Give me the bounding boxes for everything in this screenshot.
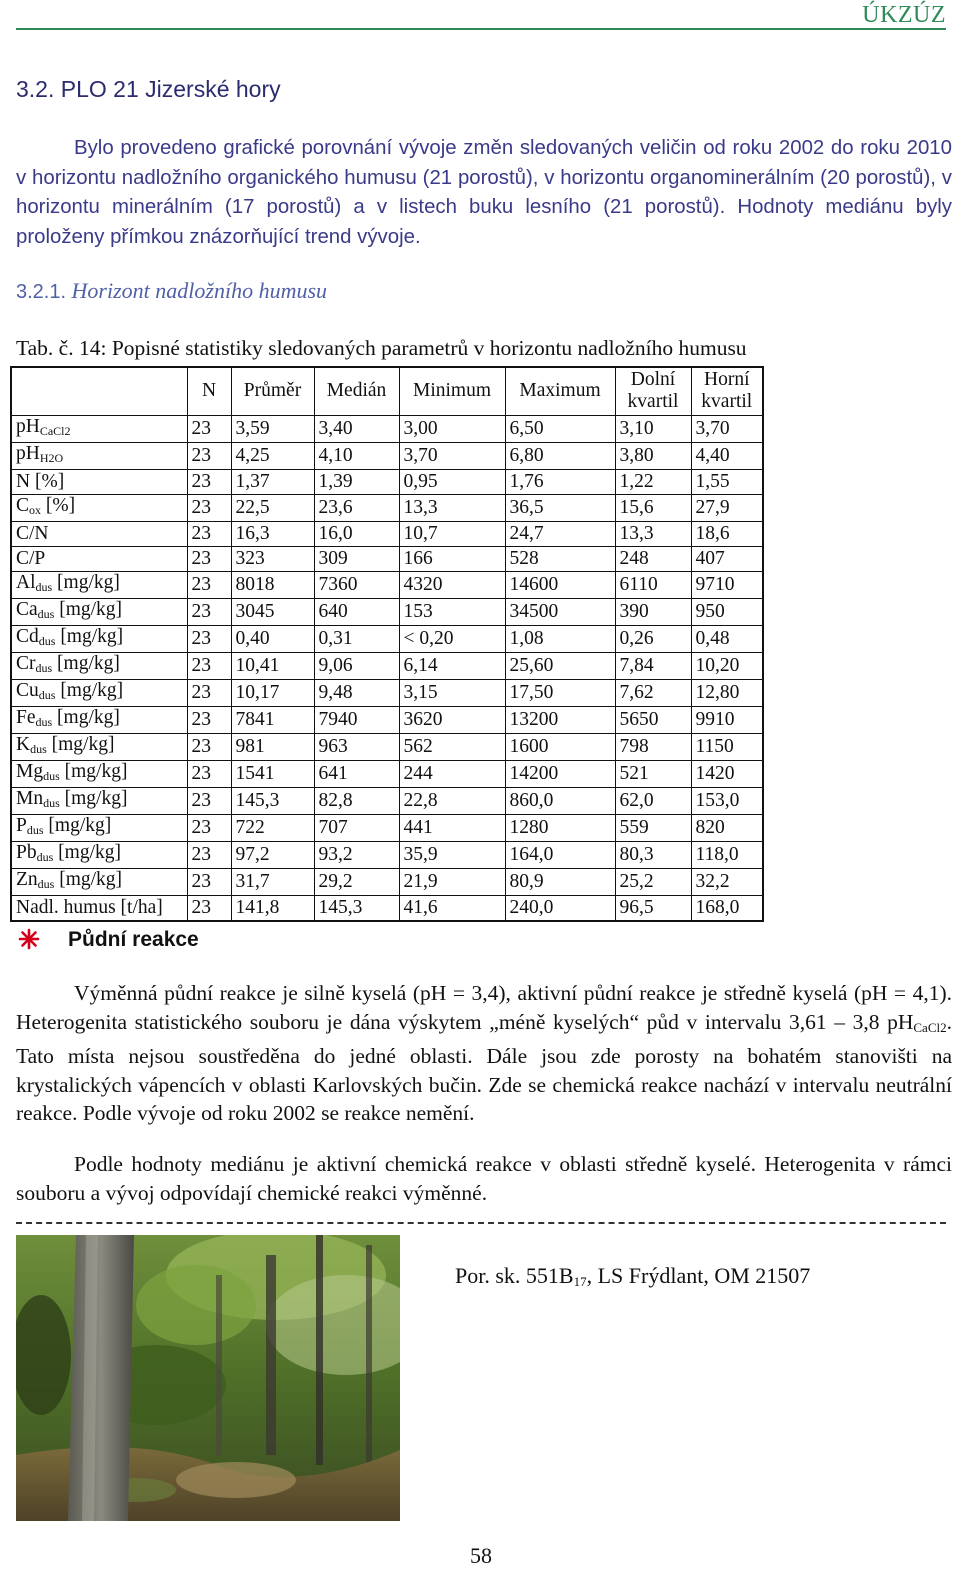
table-cell: 23 (187, 734, 231, 761)
table-header-row (11, 367, 763, 415)
table-cell: 10,20 (691, 653, 763, 680)
row-label (11, 572, 187, 599)
forest-photo (16, 1235, 400, 1521)
table-cell: 3,10 (615, 415, 691, 442)
column-header: Medián (314, 367, 399, 415)
table-cell: 23 (187, 842, 231, 869)
table-row (11, 626, 763, 653)
table-cell: 34500 (505, 599, 615, 626)
table-cell: 0,31 (314, 626, 399, 653)
table-cell: 23 (187, 546, 231, 571)
table-cell: 3,70 (399, 442, 505, 469)
table-cell: 141,8 (231, 896, 314, 921)
table-cell: 1,08 (505, 626, 615, 653)
table-cell: 1,22 (615, 469, 691, 494)
table-row (11, 442, 763, 469)
row-label-subscript: dus (37, 607, 55, 622)
table-cell: 164,0 (505, 842, 615, 869)
table-cell: 6,14 (399, 653, 505, 680)
table-cell: 240,0 (505, 896, 615, 921)
table-cell: 21,9 (399, 869, 505, 896)
table-cell: 390 (615, 599, 691, 626)
table-cell: 309 (314, 546, 399, 571)
table-cell: 80,3 (615, 842, 691, 869)
row-label-text: Cr (16, 653, 36, 675)
table-cell: 4,25 (231, 442, 314, 469)
table-row (11, 415, 763, 442)
table-cell: 23,6 (314, 494, 399, 521)
row-label-unit: [mg/kg] (59, 761, 128, 783)
table-cell: 23 (187, 896, 231, 921)
header-rule (16, 28, 946, 30)
table-row (11, 469, 763, 494)
table-cell: 23 (187, 707, 231, 734)
row-label-text: K (16, 734, 31, 756)
table-body (11, 415, 763, 921)
row-label-unit: [mg/kg] (53, 842, 121, 864)
table-cell: 23 (187, 653, 231, 680)
row-label-text: pH (16, 442, 40, 464)
row-label-text: C (16, 494, 30, 516)
row-label-subscript: H2O (39, 450, 64, 465)
table-cell: 14200 (505, 761, 615, 788)
table-cell: 1420 (691, 761, 763, 788)
table-cell: 12,80 (691, 680, 763, 707)
table-cell: 7360 (314, 572, 399, 599)
table-cell: 23 (187, 599, 231, 626)
table-cell: 168,0 (691, 896, 763, 921)
table-cell: 7841 (231, 707, 314, 734)
table-cell: 323 (231, 546, 314, 571)
table-row (11, 761, 763, 788)
table-cell: 24,7 (505, 521, 615, 546)
table-cell: 18,6 (691, 521, 763, 546)
table-cell: 9710 (691, 572, 763, 599)
table-cell: 7,62 (615, 680, 691, 707)
row-label-unit: [mg/kg] (52, 707, 120, 729)
row-label-text: C/P (16, 547, 46, 569)
table-cell: 23 (187, 815, 231, 842)
row-label (11, 842, 187, 869)
row-label-subscript: dus (36, 850, 54, 865)
table-cell: 118,0 (691, 842, 763, 869)
table-cell: 4,40 (691, 442, 763, 469)
table-row (11, 896, 763, 921)
table-cell: 248 (615, 546, 691, 571)
table-row (11, 680, 763, 707)
table-cell: 145,3 (314, 896, 399, 921)
table-cell: 562 (399, 734, 505, 761)
row-label-text: Zn (16, 869, 38, 891)
row-label (11, 442, 187, 469)
table-cell: 0,40 (231, 626, 314, 653)
table-cell: 1,55 (691, 469, 763, 494)
table-cell: 16,3 (231, 521, 314, 546)
table-cell: 35,9 (399, 842, 505, 869)
table-cell: 528 (505, 546, 615, 571)
row-label (11, 788, 187, 815)
table-cell: 0,95 (399, 469, 505, 494)
column-header: Průměr (231, 367, 314, 415)
row-label-text: Al (16, 572, 36, 594)
row-label-text: Pb (16, 842, 37, 864)
table-cell: 707 (314, 815, 399, 842)
row-label-subscript: dus (38, 634, 56, 649)
row-label (11, 494, 187, 521)
table-cell: 3,00 (399, 415, 505, 442)
table-cell: 4,10 (314, 442, 399, 469)
table-cell: 0,26 (615, 626, 691, 653)
subsection-title (16, 278, 327, 304)
header-logo: ÚKZÚZ (862, 2, 946, 28)
row-label-subscript: dus (26, 823, 44, 838)
table-cell: 13200 (505, 707, 615, 734)
table-cell: 981 (231, 734, 314, 761)
table-cell: 641 (314, 761, 399, 788)
row-label-text: Cd (16, 626, 39, 648)
row-label-unit: [mg/kg] (43, 815, 112, 837)
table-row (11, 653, 763, 680)
statistics-table (10, 366, 764, 922)
table-cell: 441 (399, 815, 505, 842)
table-cell: 22,5 (231, 494, 314, 521)
table-cell: 15,6 (615, 494, 691, 521)
table-cell: 820 (691, 815, 763, 842)
row-label-text: P (16, 815, 27, 837)
table-cell: 3,59 (231, 415, 314, 442)
table-row (11, 572, 763, 599)
row-label-text: Mg (16, 761, 44, 783)
table-row (11, 494, 763, 521)
table-cell: 722 (231, 815, 314, 842)
row-label (11, 521, 187, 546)
table-row (11, 842, 763, 869)
row-label (11, 734, 187, 761)
table-cell: 13,3 (399, 494, 505, 521)
table-cell: 22,8 (399, 788, 505, 815)
table-cell: 153 (399, 599, 505, 626)
row-label-unit: [mg/kg] (52, 653, 120, 675)
table-cell: 32,2 (691, 869, 763, 896)
row-label-text: C/N (16, 522, 49, 544)
table-row (11, 546, 763, 571)
row-label-unit: [mg/kg] (54, 869, 123, 891)
photo-caption (455, 1263, 810, 1290)
row-label-text: Nadl. humus [t/ha] (16, 896, 163, 918)
row-label-text: Mn (16, 788, 44, 810)
table-cell: 23 (187, 469, 231, 494)
table-cell: 0,48 (691, 626, 763, 653)
table-cell: 3,80 (615, 442, 691, 469)
table-cell: 3,70 (691, 415, 763, 442)
row-label-subscript: dus (37, 877, 55, 892)
row-label (11, 896, 187, 921)
row-label (11, 815, 187, 842)
table-cell: 41,6 (399, 896, 505, 921)
table-cell: 521 (615, 761, 691, 788)
table-row (11, 599, 763, 626)
table-cell: 27,9 (691, 494, 763, 521)
table-cell: 7,84 (615, 653, 691, 680)
table-cell: 17,50 (505, 680, 615, 707)
row-label (11, 599, 187, 626)
row-label-unit: [mg/kg] (55, 680, 124, 702)
row-label-subscript: dus (38, 688, 56, 703)
table-cell: 23 (187, 521, 231, 546)
table-cell: 14600 (505, 572, 615, 599)
table-caption: Tab. č. 14: Popisné statistiky sledovaných parametrů v horizontu nadložního humusu (16, 336, 747, 360)
table-cell: 23 (187, 415, 231, 442)
row-label (11, 869, 187, 896)
table-cell: 9910 (691, 707, 763, 734)
row-label-subscript: dus (35, 715, 53, 730)
table-cell: 6,50 (505, 415, 615, 442)
subsection-number: 3.2.1. (16, 281, 67, 303)
intro-paragraph: Bylo provedeno grafické porovnání vývoje změn sledovaných veličin od roku 2002 do roku 2010 v horizontu nadložního organického humusu (21 porostů), v horizontu organominerálním (20 porostů), v horizontu minerálním (17 porostů) a v listech buku lesního (21 porostů). Hodnoty mediánu byly proloženy přímkou znázorňující trend vývoje. (16, 137, 952, 248)
table-cell: 860,0 (505, 788, 615, 815)
table-cell: 23 (187, 761, 231, 788)
row-label-subscript: dus (43, 796, 60, 811)
reaction-paragraph-2: Podle hodnoty mediánu je aktivní chemická reakce v oblasti středně kyselé. Heterogenita v rámci souboru a vývoj odpovídají chemické reakci výměnné. (16, 1152, 952, 1205)
column-header: Horní kvartil (691, 367, 763, 415)
row-label-text: Cu (16, 680, 39, 702)
table-cell: 23 (187, 494, 231, 521)
column-header: Dolní kvartil (615, 367, 691, 415)
row-label (11, 653, 187, 680)
section-title: 3.2. PLO 21 Jizerské hory (16, 76, 281, 102)
table-cell: 3620 (399, 707, 505, 734)
column-header: N (187, 367, 231, 415)
table-cell: 13,3 (615, 521, 691, 546)
table-cell: 25,2 (615, 869, 691, 896)
table-cell: 640 (314, 599, 399, 626)
column-header (11, 367, 187, 415)
row-label (11, 626, 187, 653)
table-cell: 23 (187, 442, 231, 469)
table-cell: 963 (314, 734, 399, 761)
reaction-text-a: Výměnná půdní reakce je silně kyselá (pH = 3,4), aktivní půdní reakce je středně kyselá (pH = 4,1). Heterogenita statistického souboru je dána výskytem „méně kyselých“ půd v intervalu 3,61 – 3,8 pH (16, 981, 952, 1034)
table-cell: 1,39 (314, 469, 399, 494)
table-cell: 23 (187, 680, 231, 707)
table-cell: 10,41 (231, 653, 314, 680)
table-cell: 1,76 (505, 469, 615, 494)
table-cell: 4320 (399, 572, 505, 599)
row-label (11, 707, 187, 734)
table-cell: 82,8 (314, 788, 399, 815)
table-row (11, 707, 763, 734)
row-label (11, 680, 187, 707)
table-cell: 23 (187, 626, 231, 653)
table-cell: < 0,20 (399, 626, 505, 653)
row-label-subscript: ox (29, 502, 42, 517)
table-cell: 1541 (231, 761, 314, 788)
table-cell: 23 (187, 869, 231, 896)
table-cell: 10,17 (231, 680, 314, 707)
table-row (11, 815, 763, 842)
row-label-subscript: dus (35, 580, 53, 595)
row-label-subscript: dus (35, 661, 53, 676)
table-cell: 3,40 (314, 415, 399, 442)
row-label-unit: [mg/kg] (54, 599, 123, 621)
table-cell: 6,80 (505, 442, 615, 469)
table-cell: 8018 (231, 572, 314, 599)
table-cell: 96,5 (615, 896, 691, 921)
table-cell: 97,2 (231, 842, 314, 869)
photo-caption-sub: 17 (573, 1274, 587, 1289)
row-label-subscript: CaCl2 (39, 423, 71, 438)
table-cell: 23 (187, 788, 231, 815)
column-header: Minimum (399, 367, 505, 415)
table-cell: 9,48 (314, 680, 399, 707)
table-cell: 7940 (314, 707, 399, 734)
table-cell: 9,06 (314, 653, 399, 680)
row-label-text: N [%] (16, 470, 65, 492)
table-cell: 10,7 (399, 521, 505, 546)
row-label-unit: [mg/kg] (52, 572, 120, 594)
table-cell: 62,0 (615, 788, 691, 815)
table-cell: 153,0 (691, 788, 763, 815)
table-cell: 16,0 (314, 521, 399, 546)
table-cell: 1150 (691, 734, 763, 761)
table-cell: 93,2 (314, 842, 399, 869)
table-cell: 407 (691, 546, 763, 571)
table-row (11, 788, 763, 815)
photo-caption-suffix: , LS Frýdlant, OM 21507 (586, 1263, 811, 1288)
reaction-text-sub: CaCl2 (913, 1019, 947, 1035)
row-label (11, 546, 187, 571)
reaction-text-b: . Tato místa nejsou soustředěna do jedné oblasti. Dále jsou zde porosty na bohatém stanovišti na krystalických vápencích v oblasti Karlovských bučin. Zde se chemická reakce nachází v intervalu neutrální reakce. Podle vývoje od roku 2002 se reakce nemění. (16, 1009, 952, 1126)
table-cell: 80,9 (505, 869, 615, 896)
row-label-subscript: dus (30, 742, 47, 757)
table-cell: 31,7 (231, 869, 314, 896)
table-cell: 166 (399, 546, 505, 571)
row-label-unit: [mg/kg] (59, 788, 128, 810)
table-cell: 29,2 (314, 869, 399, 896)
page-number: 58 (470, 1543, 492, 1568)
row-label (11, 761, 187, 788)
reaction-title: Půdní reakce (68, 928, 199, 951)
table-cell: 1,37 (231, 469, 314, 494)
table-cell: 1280 (505, 815, 615, 842)
row-label-text: Fe (16, 707, 36, 729)
column-header: Maximum (505, 367, 615, 415)
table-cell: 3045 (231, 599, 314, 626)
table-row (11, 734, 763, 761)
table-cell: 36,5 (505, 494, 615, 521)
row-label-text: pH (16, 415, 40, 437)
row-label-unit: [mg/kg] (55, 626, 124, 648)
row-label-unit: [%] (41, 494, 76, 516)
reaction-paragraph-1 (16, 979, 952, 1128)
row-label-unit: [mg/kg] (46, 734, 115, 756)
table-cell: 23 (187, 572, 231, 599)
row-label (11, 415, 187, 442)
table-cell: 5650 (615, 707, 691, 734)
photo-caption-prefix: Por. sk. 551B (455, 1263, 574, 1288)
table-cell: 145,3 (231, 788, 314, 815)
table-cell: 6110 (615, 572, 691, 599)
table-cell: 798 (615, 734, 691, 761)
subsection-name: Horizont nadložního humusu (71, 278, 328, 303)
row-label-text: Ca (16, 599, 38, 621)
table-cell: 3,15 (399, 680, 505, 707)
table-cell: 559 (615, 815, 691, 842)
table-row (11, 869, 763, 896)
table-cell: 244 (399, 761, 505, 788)
row-label-subscript: dus (43, 769, 60, 784)
table-row (11, 521, 763, 546)
row-label (11, 469, 187, 494)
dashed-separator (16, 1222, 946, 1224)
asterisk-bullet-icon (18, 928, 40, 950)
table-cell: 25,60 (505, 653, 615, 680)
table-cell: 950 (691, 599, 763, 626)
table-cell: 1600 (505, 734, 615, 761)
